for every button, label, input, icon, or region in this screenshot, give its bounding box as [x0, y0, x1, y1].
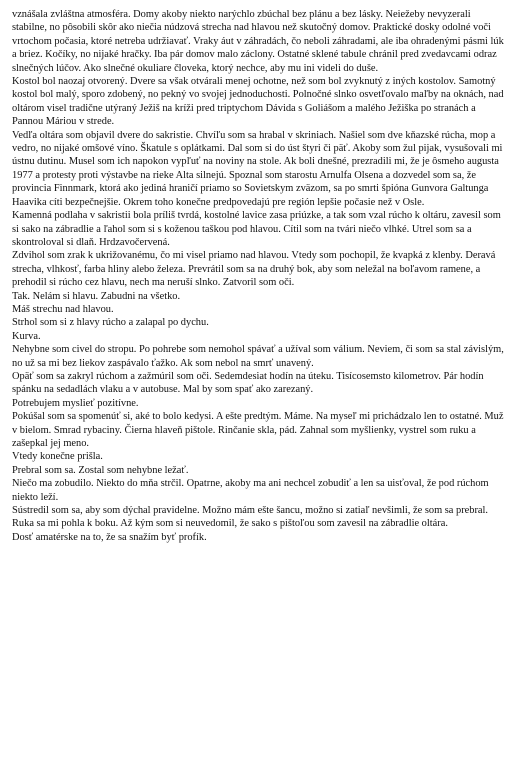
paragraph-7: Máš strechu nad hlavou. — [12, 303, 114, 315]
paragraph-3: Vedľa oltára som objavil dvere do sakristie. Chvíľu som sa hrabal v skriniach. Našiel som dve kňazské rúcha, mop a vedro, no nijaké omšové víno. Škatule s oplátkami. Dal som si do úst štyri či päť. Akoby som žul pijak, vysušovali mi ústnu dutinu. Musel som ich napokon vypľuť na noviny na stole. Ak boli dnešné, prezradili mi, že je ôsmeho augusta 1977 a protesty proti výstavbe na rieke Alta silnejú. Spoznal som starostu Arnulfa Olsena a dozvedel som sa, že provincia Finnmark, ktorá ako jediná hraničí priamo so Sovietskym zväzom, sa po smrti špióna Gunvora Galtunga Haavika cíti bezpečnejšie. Okrem toho konečne predpovedajú pre región lepšie počasie než v Osle. — [12, 129, 503, 208]
paragraph-16: Niečo ma zobudilo. Niekto do mňa strčil. Opatrne, akoby ma ani nechcel zobudiť a len sa uisťoval, že pod rúchom niekto leží. — [12, 478, 489, 503]
paragraph-5: Zdvihol som zrak k ukrižovanému, čo mi visel priamo nad hlavou. Vtedy som pochopil, že kvapká z klenby. Deravá strecha, vlhkosť, farba hliny alebo železa. Prevrátil som sa na druhý bok, aby som neležal na boľavom ramene, a prehodil si rúcho cez hlavu, nech ma neruší slnko. Zatvoril som oči. — [12, 250, 496, 289]
paragraph-19: Dosť amatérske na to, že sa snažím byť profík. — [12, 531, 207, 543]
paragraph-13: Pokúšal som sa spomenúť si, aké to bolo kedysi. A ešte predtým. Máme. Na myseľ mi prichádzalo len to ostatné. Muž v bielom. Smrad rybaciny. Čierna hlaveň pištole. Rinčanie skla, pád. Zahnal som myšlienky, vystrel som ruku a zašepkal jej meno. — [12, 411, 504, 449]
paragraph-12: Potrebujem myslieť pozitívne. — [12, 397, 139, 409]
paragraph-9: Kurva. — [12, 330, 41, 342]
paragraph-10: Nehybne som civel do stropu. Po pohrebe som nemohol spávať a užíval som válium. Neviem, či som sa stal závislým, no už sa mi bez liekov zaspávalo ťažko. Ak som nebol na smrť unavený. — [12, 344, 504, 369]
paragraph-17: Sústredil som sa, aby som dýchal pravidelne. Možno mám ešte šancu, možno si zatiaľ nevšimli, že som sa prebral. — [12, 505, 489, 517]
paragraph-14: Vtedy konečne prišla. — [12, 451, 103, 463]
paragraph-2: Kostol bol naozaj otvorený. Dvere sa však otvárali menej ochotne, než som bol zvyknutý z iných kostolov. Samotný kostol bol malý, sporo zdobený, no pekný vo svojej jednoduchosti. Polnočné slnko osvetľovalo maľby na oknách, nad oltárom visel tradične utýraný Ježiš na kríži pred triptychom Dávida s Goliášom a malého Ježiška po stranách a Pannou Máriou v strede. — [12, 76, 504, 128]
paragraph-4: Kamenná podlaha v sakristii bola príliš tvrdá, kostolné lavice zasa priúzke, a tak som vzal rúcho k oltáru, zavesil som si sako na zábradlie a ľahol som si s koženou taškou pod hlavou. Cítil som na tvári niečo vlhké. Utrel som sa a skontroloval si dlaň. Hrdzavočervená. — [12, 210, 501, 248]
paragraph-15: Prebral som sa. Zostal som nehybne ležať. — [12, 464, 189, 476]
paragraph-11: Opäť som sa zakryl rúchom a zažmúril som oči. Sedemdesiat hodín na úteku. Tisícosemsto kilometrov. Pár hodín spánku na sedadlách vlaku a v autobuse. Mal by som spať ako zarezaný. — [12, 370, 484, 396]
paragraph-1: vznášala zvláštna atmosféra. Domy akoby niekto narýchlo zbúchal bez plánu a bez lásky. Neiežeby nevyzerali stabilne, no pôsobili skôr ako niečia núdzová strecha nad hlavou než skutočný domov. Praktické dosky odolné voči vrtochom počasia, ktoré netreba udržiavať. Vraky áut v záhradách, čo neboli záhradami, ale iba ohradenými pásmi lúk a briez. Kočíky, no nijaké hračky. Iba pár domov malo záclony. Ostatné sklené tabule chránil pred zvedavcami odraz slnečných lúčov. Ako slnečné okuliare človeka, ktorý nechce, aby mu ini videli do duše. — [12, 9, 504, 74]
paragraph-8: Strhol som si z hlavy rúcho a zalapal po dychu. — [12, 317, 209, 329]
paragraph-6: Tak. Nelám si hlavu. Zabudni na všetko. — [12, 290, 181, 302]
paragraph-18: Ruka sa mi pohla k boku. Až kým som si neuvedomil, že sako s pištoľou som zavesil na zábradlie oltára. — [12, 518, 448, 530]
